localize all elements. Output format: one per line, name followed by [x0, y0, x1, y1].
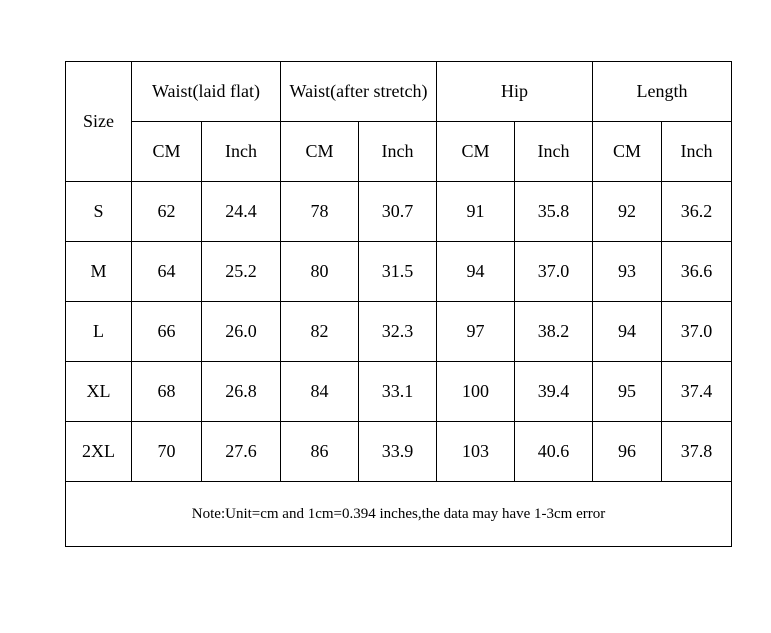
table-cell: 31.5	[359, 242, 437, 302]
unit-header: Inch	[662, 122, 732, 182]
table-cell: 82	[281, 302, 359, 362]
length-header: Length	[593, 62, 732, 122]
table-cell: 92	[593, 182, 662, 242]
table-cell: 96	[593, 422, 662, 482]
table-cell: 35.8	[515, 182, 593, 242]
size-cell: XL	[66, 362, 132, 422]
table-cell: 37.4	[662, 362, 732, 422]
note-text: Note:Unit=cm and 1cm=0.394 inches,the data may have 1-3cm error	[66, 482, 732, 547]
table-cell: 33.1	[359, 362, 437, 422]
table-cell: 37.0	[515, 242, 593, 302]
table-cell: 66	[132, 302, 202, 362]
table-cell: 38.2	[515, 302, 593, 362]
unit-header: Inch	[515, 122, 593, 182]
table-cell: 94	[593, 302, 662, 362]
size-chart-table	[65, 61, 732, 547]
header-row-units	[66, 122, 732, 182]
table-cell: 95	[593, 362, 662, 422]
table-cell: 93	[593, 242, 662, 302]
table-cell: 91	[437, 182, 515, 242]
table-cell: 37.8	[662, 422, 732, 482]
table-row	[66, 422, 732, 482]
unit-header: Inch	[359, 122, 437, 182]
table-cell: 94	[437, 242, 515, 302]
table-cell: 86	[281, 422, 359, 482]
table-row	[66, 302, 732, 362]
table-cell: 62	[132, 182, 202, 242]
table-cell: 30.7	[359, 182, 437, 242]
table-cell: 84	[281, 362, 359, 422]
table-row	[66, 182, 732, 242]
table-cell: 80	[281, 242, 359, 302]
header-row-groups	[66, 62, 732, 122]
table-cell: 97	[437, 302, 515, 362]
waist-laid-flat-header: Waist(laid flat)	[132, 62, 281, 122]
table-cell: 25.2	[202, 242, 281, 302]
table-cell: 27.6	[202, 422, 281, 482]
waist-after-stretch-header: Waist(after stretch)	[281, 62, 437, 122]
unit-header: CM	[281, 122, 359, 182]
hip-header: Hip	[437, 62, 593, 122]
note-row	[66, 482, 732, 547]
table-cell: 32.3	[359, 302, 437, 362]
unit-header: CM	[593, 122, 662, 182]
table-cell: 70	[132, 422, 202, 482]
table-cell: 78	[281, 182, 359, 242]
size-cell: M	[66, 242, 132, 302]
size-header: Size	[66, 62, 132, 182]
table-cell: 64	[132, 242, 202, 302]
table-cell: 37.0	[662, 302, 732, 362]
table-cell: 39.4	[515, 362, 593, 422]
table-cell: 100	[437, 362, 515, 422]
table-cell: 26.0	[202, 302, 281, 362]
table-cell: 68	[132, 362, 202, 422]
unit-header: CM	[132, 122, 202, 182]
size-cell: 2XL	[66, 422, 132, 482]
table-cell: 36.6	[662, 242, 732, 302]
table-cell: 33.9	[359, 422, 437, 482]
unit-header: CM	[437, 122, 515, 182]
table-cell: 26.8	[202, 362, 281, 422]
table-row	[66, 362, 732, 422]
table-cell: 24.4	[202, 182, 281, 242]
table-row	[66, 242, 732, 302]
table-cell: 103	[437, 422, 515, 482]
size-cell: L	[66, 302, 132, 362]
table-cell: 36.2	[662, 182, 732, 242]
size-cell: S	[66, 182, 132, 242]
table-cell: 40.6	[515, 422, 593, 482]
unit-header: Inch	[202, 122, 281, 182]
